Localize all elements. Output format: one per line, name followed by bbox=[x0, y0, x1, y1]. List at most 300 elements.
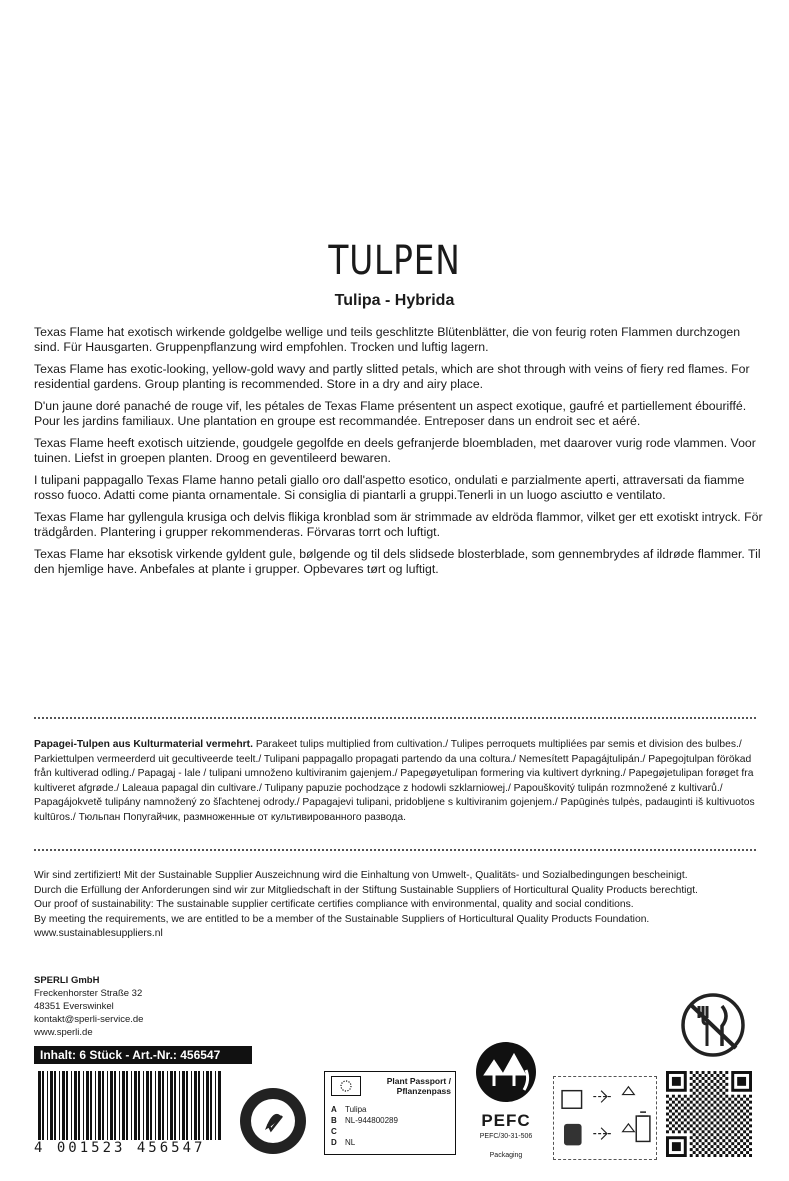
qr-module bbox=[710, 1086, 713, 1089]
qr-module bbox=[699, 1080, 702, 1083]
qr-module bbox=[696, 1101, 699, 1104]
description-sv: Texas Flame har gyllengula krusiga och delvis flikiga kronblad som är strimmade av eldröda flammor, vilket ger ett exotiskt intryck. För trädgården. Plantering i grupper rekommenderas. Förvaras torrt och luftigt. bbox=[34, 510, 763, 539]
qr-module bbox=[708, 1089, 711, 1092]
qr-module bbox=[719, 1071, 722, 1074]
barcode-bar bbox=[86, 1071, 89, 1141]
propagation-notice bbox=[34, 738, 759, 825]
qr-module bbox=[672, 1113, 675, 1116]
qr-module bbox=[737, 1154, 740, 1157]
qr-module bbox=[740, 1139, 743, 1142]
qr-module bbox=[702, 1154, 705, 1157]
qr-module bbox=[672, 1142, 681, 1151]
qr-module bbox=[693, 1151, 696, 1154]
qr-module bbox=[728, 1110, 731, 1113]
qr-module bbox=[693, 1115, 696, 1118]
barcode-bar bbox=[50, 1071, 53, 1141]
qr-module bbox=[734, 1121, 737, 1124]
qr-module bbox=[708, 1148, 711, 1151]
qr-module bbox=[690, 1113, 693, 1116]
qr-module bbox=[749, 1136, 752, 1139]
qr-module bbox=[684, 1118, 687, 1121]
qr-module bbox=[716, 1104, 719, 1107]
qr-module bbox=[716, 1098, 719, 1101]
qr-module bbox=[725, 1089, 728, 1092]
qr-module bbox=[675, 1115, 678, 1118]
barcode-bar bbox=[179, 1071, 180, 1141]
qr-module bbox=[666, 1107, 669, 1110]
qr-module bbox=[716, 1139, 719, 1142]
qr-module bbox=[678, 1095, 681, 1098]
barcode-bar bbox=[182, 1071, 185, 1141]
qr-module bbox=[710, 1133, 713, 1136]
qr-module bbox=[675, 1098, 678, 1101]
qr-module bbox=[693, 1133, 696, 1136]
qr-module bbox=[719, 1095, 722, 1098]
qr-module bbox=[713, 1089, 716, 1092]
qr-module bbox=[710, 1127, 713, 1130]
qr-module bbox=[705, 1133, 708, 1136]
qr-module bbox=[702, 1142, 705, 1145]
qr-module bbox=[705, 1127, 708, 1130]
qr-module bbox=[713, 1154, 716, 1157]
qr-module bbox=[749, 1124, 752, 1127]
qr-module bbox=[734, 1104, 737, 1107]
qr-module bbox=[687, 1115, 690, 1118]
qr-module bbox=[731, 1107, 734, 1110]
qr-module bbox=[669, 1127, 672, 1130]
qr-module bbox=[710, 1121, 713, 1124]
qr-module bbox=[734, 1110, 737, 1113]
qr-module bbox=[690, 1130, 693, 1133]
company-name: SPERLI GmbH bbox=[34, 975, 100, 986]
cert-line: Wir sind zertifiziert! Mit der Sustainable Supplier Auszeichnung wird die Einhaltung von Umwelt-, Qualitäts- und Sozialbedingungen bescheinigt. bbox=[34, 870, 688, 881]
qr-module bbox=[728, 1151, 731, 1154]
barcode-bar bbox=[143, 1071, 144, 1141]
barcode-bar bbox=[59, 1071, 60, 1141]
qr-module bbox=[743, 1142, 746, 1145]
qr-module bbox=[710, 1110, 713, 1113]
qr-module bbox=[740, 1151, 743, 1154]
qr-module bbox=[722, 1151, 725, 1154]
pp-key: A bbox=[331, 1105, 337, 1114]
qr-module bbox=[749, 1130, 752, 1133]
qr-module bbox=[716, 1121, 719, 1124]
qr-module bbox=[725, 1154, 728, 1157]
qr-module bbox=[740, 1104, 743, 1107]
qr-module bbox=[743, 1101, 746, 1104]
qr-module bbox=[696, 1124, 699, 1127]
qr-module bbox=[702, 1089, 705, 1092]
cert-line: By meeting the requirements, we are entitled to be a member of the Sustainable Suppliers of Horticultural Quality Products Foundation. bbox=[34, 913, 650, 925]
pefc-trees-icon bbox=[474, 1040, 538, 1104]
qr-module bbox=[690, 1083, 693, 1086]
qr-module bbox=[702, 1107, 705, 1110]
qr-module bbox=[734, 1139, 737, 1142]
barcode-bar bbox=[126, 1071, 128, 1141]
qr-module bbox=[702, 1101, 705, 1104]
qr-module bbox=[687, 1104, 690, 1107]
qr-module bbox=[737, 1136, 740, 1139]
qr-module bbox=[743, 1107, 746, 1110]
qr-module bbox=[743, 1148, 746, 1151]
qr-module bbox=[696, 1154, 699, 1157]
qr-module bbox=[699, 1127, 702, 1130]
qr-module bbox=[743, 1095, 746, 1098]
qr-module bbox=[737, 1142, 740, 1145]
qr-module bbox=[746, 1151, 749, 1154]
qr-module bbox=[708, 1101, 711, 1104]
qr-module bbox=[690, 1095, 693, 1098]
qr-module bbox=[669, 1098, 672, 1101]
qr-module bbox=[681, 1110, 684, 1113]
certification-notice bbox=[34, 869, 759, 942]
qr-module bbox=[737, 1077, 746, 1086]
qr-module bbox=[710, 1104, 713, 1107]
qr-module bbox=[705, 1098, 708, 1101]
qr-module bbox=[737, 1130, 740, 1133]
qr-module bbox=[749, 1154, 752, 1157]
qr-module bbox=[690, 1124, 693, 1127]
qr-module bbox=[699, 1098, 702, 1101]
qr-module bbox=[716, 1115, 719, 1118]
qr-module bbox=[693, 1080, 696, 1083]
dotted-divider-top bbox=[34, 717, 756, 719]
cert-line: Durch die Erfüllung der Anforderungen sind wir zur Mitgliedschaft in der Stiftung Sustainable Suppliers of Horticultural Quality Products berechtigt. bbox=[34, 884, 698, 896]
qr-module bbox=[728, 1104, 731, 1107]
recycling-info-icon bbox=[553, 1076, 657, 1160]
barcode-bar bbox=[158, 1071, 161, 1141]
qr-module bbox=[702, 1118, 705, 1121]
barcode-bar bbox=[134, 1071, 137, 1141]
qr-module bbox=[684, 1124, 687, 1127]
qr-module bbox=[716, 1133, 719, 1136]
qr-module bbox=[684, 1095, 687, 1098]
qr-module bbox=[731, 1113, 734, 1116]
pefc-packaging: Packaging bbox=[489, 1152, 523, 1159]
qr-module bbox=[719, 1077, 722, 1080]
qr-module bbox=[696, 1142, 699, 1145]
pp-value: NL bbox=[345, 1138, 356, 1147]
qr-module bbox=[669, 1115, 672, 1118]
qr-module bbox=[705, 1115, 708, 1118]
qr-module bbox=[716, 1092, 719, 1095]
qr-module bbox=[675, 1110, 678, 1113]
qr-module bbox=[719, 1154, 722, 1157]
qr-module bbox=[725, 1136, 728, 1139]
pp-key: B bbox=[331, 1116, 337, 1125]
qr-module bbox=[669, 1110, 672, 1113]
qr-module bbox=[740, 1121, 743, 1124]
plant-passport-rows bbox=[331, 1104, 398, 1148]
pp-row bbox=[331, 1126, 398, 1137]
qr-module bbox=[690, 1077, 693, 1080]
qr-module bbox=[710, 1139, 713, 1142]
qr-module bbox=[731, 1154, 734, 1157]
qr-module bbox=[672, 1077, 681, 1086]
pp-row bbox=[331, 1115, 398, 1126]
qr-module bbox=[713, 1077, 716, 1080]
qr-module bbox=[734, 1098, 737, 1101]
qr-module bbox=[705, 1110, 708, 1113]
qr-module bbox=[734, 1145, 737, 1148]
qr-module bbox=[690, 1154, 693, 1157]
qr-module bbox=[687, 1098, 690, 1101]
qr-module bbox=[702, 1095, 705, 1098]
barcode-bar bbox=[107, 1071, 108, 1141]
qr-module bbox=[702, 1136, 705, 1139]
qr-module bbox=[693, 1074, 696, 1077]
description-de: Texas Flame hat exotisch wirkende goldgelbe wellige und teils geschlitzte Blütenblätter, die von feurig roten Flammen durchzogen sind. Für Hausgarten. Gruppenpflanzung wird empfohlen. Trocken und luftig lagern. bbox=[34, 325, 741, 354]
qr-module bbox=[696, 1130, 699, 1133]
qr-module bbox=[710, 1145, 713, 1148]
qr-module bbox=[734, 1115, 737, 1118]
qr-module bbox=[684, 1101, 687, 1104]
qr-module bbox=[731, 1095, 734, 1098]
qr-module bbox=[719, 1124, 722, 1127]
qr-module bbox=[699, 1110, 702, 1113]
qr-module bbox=[725, 1118, 728, 1121]
qr-module bbox=[722, 1110, 725, 1113]
cert-website: www.sustainablesuppliers.nl bbox=[34, 928, 163, 939]
qr-module bbox=[693, 1104, 696, 1107]
qr-module bbox=[699, 1104, 702, 1107]
qr-module bbox=[708, 1154, 711, 1157]
description-block bbox=[34, 325, 764, 584]
qr-module bbox=[672, 1107, 675, 1110]
not-edible-icon bbox=[678, 990, 748, 1060]
qr-module bbox=[696, 1095, 699, 1098]
description-it: I tulipani pappagallo Texas Flame hanno petali giallo oro dall'aspetto esotico, ondulati e parzialmente aperti, attraversati da fiamme rosso fuoco. Adatti come pianta ornamentale. Si consiglia di piantarli a gruppi.Tenerli in un luogo asciutto e ventilato. bbox=[34, 473, 745, 502]
qr-module bbox=[722, 1133, 725, 1136]
qr-module bbox=[693, 1110, 696, 1113]
qr-module bbox=[716, 1110, 719, 1113]
qr-module bbox=[725, 1095, 728, 1098]
qr-module bbox=[713, 1118, 716, 1121]
qr-module bbox=[690, 1089, 693, 1092]
qr-module bbox=[713, 1136, 716, 1139]
qr-module bbox=[746, 1139, 749, 1142]
qr-module bbox=[743, 1130, 746, 1133]
qr-module bbox=[716, 1127, 719, 1130]
qr-module bbox=[681, 1127, 684, 1130]
qr-module bbox=[699, 1086, 702, 1089]
barcode-bar bbox=[138, 1071, 140, 1141]
qr-module bbox=[690, 1118, 693, 1121]
qr-module bbox=[666, 1101, 669, 1104]
qr-module bbox=[719, 1130, 722, 1133]
barcode-bar bbox=[119, 1071, 120, 1141]
qr-module bbox=[693, 1139, 696, 1142]
barcode-bar bbox=[47, 1071, 48, 1141]
qr-module bbox=[702, 1148, 705, 1151]
qr-module bbox=[740, 1133, 743, 1136]
qr-module bbox=[734, 1151, 737, 1154]
qr-module bbox=[743, 1154, 746, 1157]
qr-module bbox=[713, 1083, 716, 1086]
qr-module bbox=[725, 1101, 728, 1104]
qr-module bbox=[725, 1130, 728, 1133]
pp-value: NL-944800289 bbox=[345, 1116, 398, 1125]
qr-module bbox=[725, 1083, 728, 1086]
qr-module bbox=[672, 1095, 675, 1098]
qr-module bbox=[669, 1104, 672, 1107]
qr-module bbox=[740, 1127, 743, 1130]
pp-key: D bbox=[331, 1138, 337, 1147]
qr-module bbox=[725, 1142, 728, 1145]
qr-module bbox=[702, 1113, 705, 1116]
qr-module bbox=[702, 1077, 705, 1080]
barcode-bar bbox=[150, 1071, 152, 1141]
qr-module bbox=[708, 1118, 711, 1121]
qr-module bbox=[722, 1145, 725, 1148]
qr-module bbox=[702, 1071, 705, 1074]
qr-module bbox=[678, 1130, 681, 1133]
qr-module bbox=[681, 1104, 684, 1107]
qr-module bbox=[672, 1130, 675, 1133]
barcode-bar bbox=[90, 1071, 92, 1141]
qr-module bbox=[722, 1104, 725, 1107]
qr-module bbox=[705, 1092, 708, 1095]
content-article-bar: Inhalt: 6 Stück - Art.-Nr.: 456547 bbox=[34, 1046, 252, 1064]
description-nl: Texas Flame heeft exotisch uitziende, goudgele gegolfde en deels gefranjerde bloembladen, met daarover vurig rode vlammen. Voor tuinen. Liefst in groepen planten. Droog en geventileerd bewaren. bbox=[34, 436, 756, 465]
qr-module bbox=[743, 1124, 746, 1127]
qr-module bbox=[743, 1113, 746, 1116]
qr-module bbox=[722, 1074, 725, 1077]
qr-module bbox=[725, 1124, 728, 1127]
qr-module bbox=[719, 1101, 722, 1104]
barcode-bar bbox=[203, 1071, 204, 1141]
qr-module bbox=[693, 1121, 696, 1124]
qr-module bbox=[710, 1151, 713, 1154]
qr-module bbox=[749, 1101, 752, 1104]
barcode-bar bbox=[170, 1071, 173, 1141]
pp-row bbox=[331, 1137, 398, 1148]
qr-module bbox=[719, 1118, 722, 1121]
qr-module bbox=[719, 1136, 722, 1139]
qr-module bbox=[693, 1127, 696, 1130]
qr-module bbox=[749, 1118, 752, 1121]
qr-module bbox=[666, 1124, 669, 1127]
barcode-bar bbox=[198, 1071, 200, 1141]
qr-module bbox=[690, 1136, 693, 1139]
qr-module bbox=[699, 1151, 702, 1154]
qr-module bbox=[705, 1145, 708, 1148]
qr-module bbox=[737, 1113, 740, 1116]
qr-module bbox=[713, 1071, 716, 1074]
qr-module bbox=[746, 1098, 749, 1101]
qr-module bbox=[693, 1086, 696, 1089]
qr-module bbox=[690, 1071, 693, 1074]
qr-module bbox=[746, 1145, 749, 1148]
qr-module bbox=[713, 1124, 716, 1127]
qr-module bbox=[740, 1098, 743, 1101]
qr-module bbox=[696, 1113, 699, 1116]
qr-module bbox=[705, 1139, 708, 1142]
qr-module bbox=[728, 1133, 731, 1136]
qr-module bbox=[740, 1110, 743, 1113]
qr-module bbox=[672, 1101, 675, 1104]
barcode-bar bbox=[215, 1071, 216, 1141]
qr-module bbox=[722, 1127, 725, 1130]
qr-module bbox=[702, 1130, 705, 1133]
qr-module bbox=[737, 1148, 740, 1151]
pp-row bbox=[331, 1104, 398, 1115]
qr-module bbox=[708, 1083, 711, 1086]
qr-module bbox=[749, 1142, 752, 1145]
qr-module bbox=[684, 1107, 687, 1110]
qr-module bbox=[713, 1148, 716, 1151]
qr-module bbox=[699, 1121, 702, 1124]
qr-module bbox=[666, 1130, 669, 1133]
cert-line: Our proof of sustainability: The sustainable supplier certificate certifies compliance with environmental, quality and social conditions. bbox=[34, 899, 634, 910]
barcode-bar bbox=[122, 1071, 125, 1141]
qr-module bbox=[710, 1115, 713, 1118]
barcode-bar bbox=[102, 1071, 104, 1141]
product-title: TULPEN bbox=[328, 238, 461, 284]
barcode-bar bbox=[62, 1071, 65, 1141]
qr-module bbox=[696, 1071, 699, 1074]
qr-module bbox=[699, 1092, 702, 1095]
qr-module bbox=[722, 1139, 725, 1142]
qr-module bbox=[708, 1136, 711, 1139]
qr-module bbox=[749, 1113, 752, 1116]
qr-module bbox=[740, 1115, 743, 1118]
qr-module bbox=[749, 1107, 752, 1110]
qr-module bbox=[705, 1121, 708, 1124]
qr-module bbox=[746, 1110, 749, 1113]
qr-module bbox=[728, 1139, 731, 1142]
qr-module bbox=[731, 1124, 734, 1127]
qr-module bbox=[746, 1127, 749, 1130]
qr-module bbox=[728, 1098, 731, 1101]
pp-title-line1: Plant Passport / bbox=[386, 1076, 451, 1086]
barcode-bar bbox=[155, 1071, 156, 1141]
qr-module bbox=[681, 1098, 684, 1101]
qr-module bbox=[722, 1098, 725, 1101]
qr-module bbox=[713, 1101, 716, 1104]
qr-module bbox=[713, 1095, 716, 1098]
barcode-bar bbox=[162, 1071, 164, 1141]
qr-module bbox=[725, 1113, 728, 1116]
qr-module bbox=[708, 1095, 711, 1098]
pp-title-line2: Pflanzenpass bbox=[396, 1086, 451, 1096]
qr-module bbox=[702, 1124, 705, 1127]
qr-module bbox=[681, 1115, 684, 1118]
barcode-bar bbox=[194, 1071, 197, 1141]
pefc-logo bbox=[468, 1040, 544, 1160]
qr-module bbox=[705, 1104, 708, 1107]
qr-module bbox=[743, 1118, 746, 1121]
sustainable-supplier-seal-icon bbox=[238, 1086, 308, 1156]
barcode-bar bbox=[146, 1071, 149, 1141]
qr-module bbox=[749, 1095, 752, 1098]
barcode-bar bbox=[131, 1071, 132, 1141]
barcode-bar bbox=[98, 1071, 101, 1141]
propagation-bold: Papagei-Tulpen aus Kulturmaterial vermehrt. bbox=[34, 739, 253, 750]
qr-module bbox=[722, 1080, 725, 1083]
qr-module bbox=[684, 1130, 687, 1133]
qr-module bbox=[696, 1118, 699, 1121]
dotted-divider-bottom bbox=[34, 849, 756, 851]
barcode-bar bbox=[110, 1071, 113, 1141]
qr-module bbox=[725, 1148, 728, 1151]
qr-module bbox=[693, 1092, 696, 1095]
company-street: Freckenhorster Straße 32 bbox=[34, 988, 143, 999]
qr-module bbox=[696, 1083, 699, 1086]
qr-module bbox=[669, 1121, 672, 1124]
qr-module bbox=[713, 1113, 716, 1116]
qr-module bbox=[690, 1148, 693, 1151]
